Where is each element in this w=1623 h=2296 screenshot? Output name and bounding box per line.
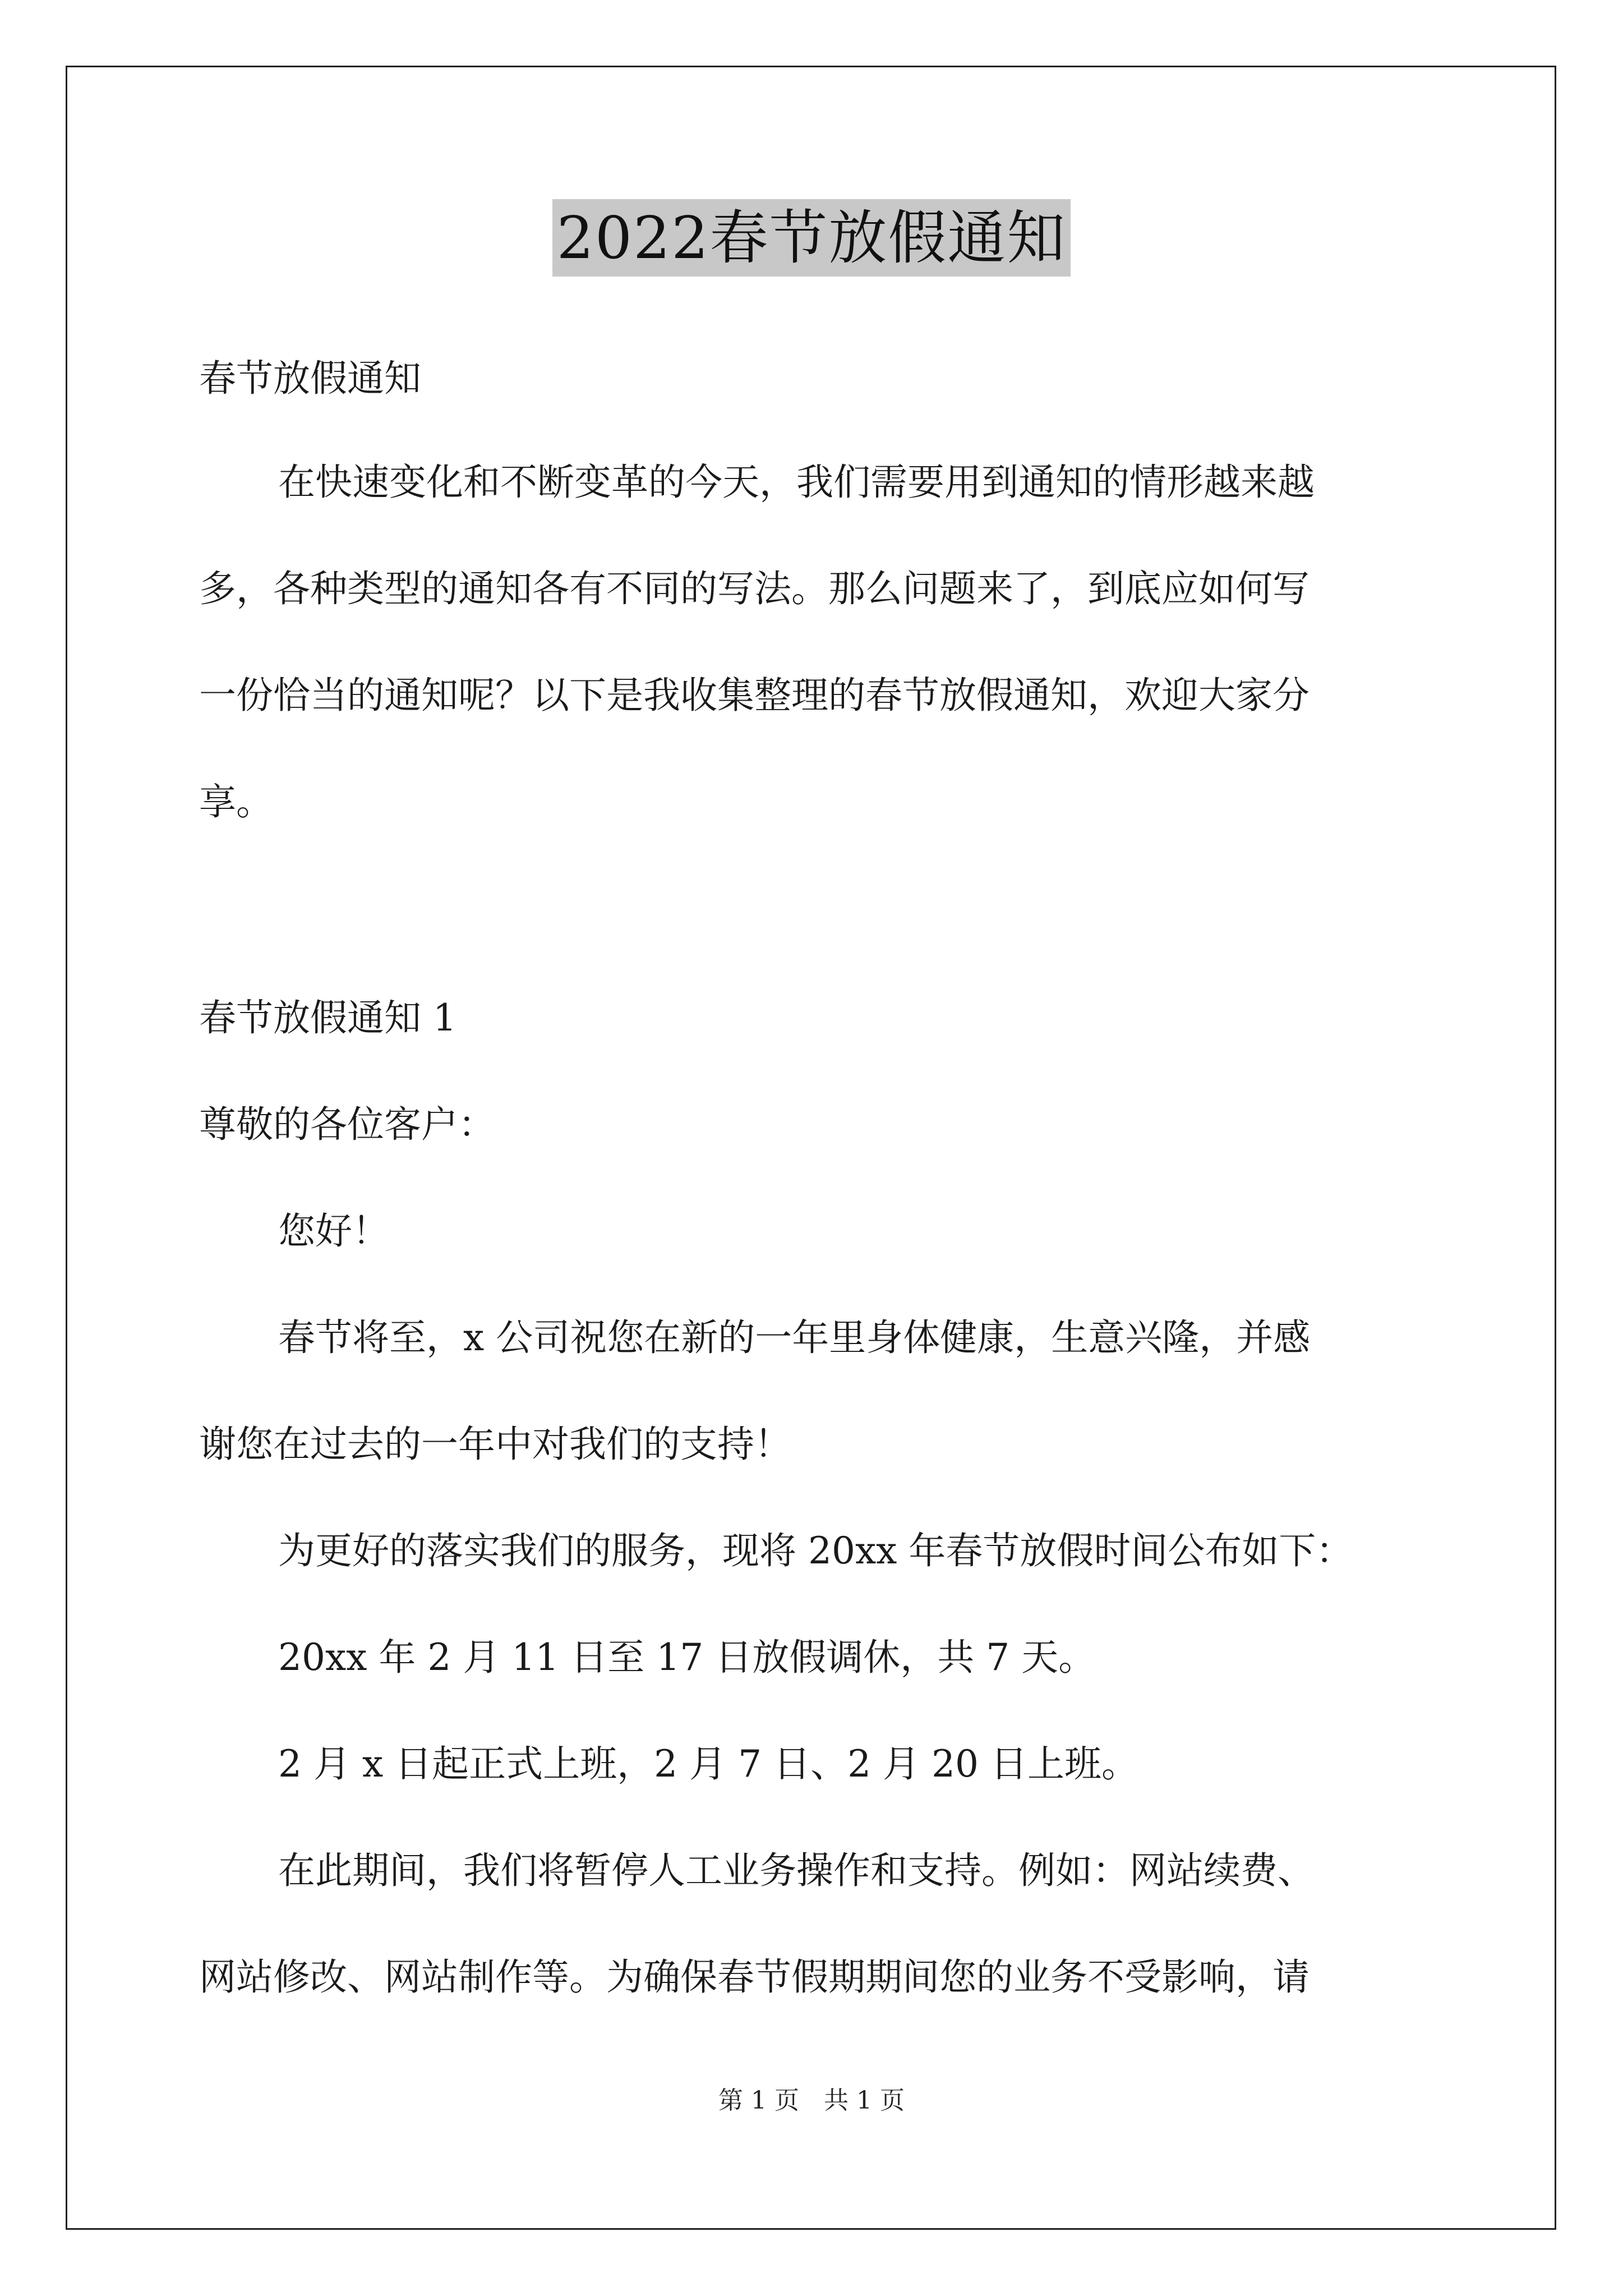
page-number-footer: 第 1 页 共 1 页: [718, 2086, 905, 2115]
section-heading: 春节放假通知 1: [199, 996, 457, 1039]
paragraph-line: 谢您在过去的一年中对我们的支持！: [199, 1423, 791, 1466]
paragraph-line: 多，各种类型的通知各有不同的写法。那么问题来了，到底应如何写: [199, 567, 1310, 610]
paragraph-line: 20xx 年 2 月 11 日至 17 日放假调休，共 7 天。: [278, 1636, 1096, 1679]
paragraph-line: 在快速变化和不断变革的今天，我们需要用到通知的情形越来越: [278, 461, 1315, 504]
paragraph-line: 一份恰当的通知呢？以下是我收集整理的春节放假通知，欢迎大家分: [199, 674, 1310, 717]
paragraph-line: 春节将至，x 公司祝您在新的一年里身体健康，生意兴隆，并感: [278, 1316, 1311, 1359]
paragraph-line: 享。: [199, 780, 273, 823]
document-title: 2022春节放假通知: [552, 199, 1071, 277]
paragraph-line: 网站修改、网站制作等。为确保春节假期期间您的业务不受影响，请: [199, 1955, 1310, 1999]
paragraph-line: 2 月 x 日起正式上班，2 月 7 日、2 月 20 日上班。: [278, 1742, 1138, 1786]
salutation-line: 尊敬的各位客户：: [199, 1103, 495, 1146]
greeting-line: 您好！: [278, 1209, 389, 1253]
paragraph-line: 在此期间，我们将暂停人工业务操作和支持。例如：网站续费、: [278, 1849, 1315, 1892]
subtitle-line: 春节放假通知: [199, 357, 421, 400]
paragraph-line: 为更好的落实我们的服务，现将 20xx 年春节放假时间公布如下：: [278, 1529, 1353, 1572]
title-container: [0, 199, 1623, 277]
